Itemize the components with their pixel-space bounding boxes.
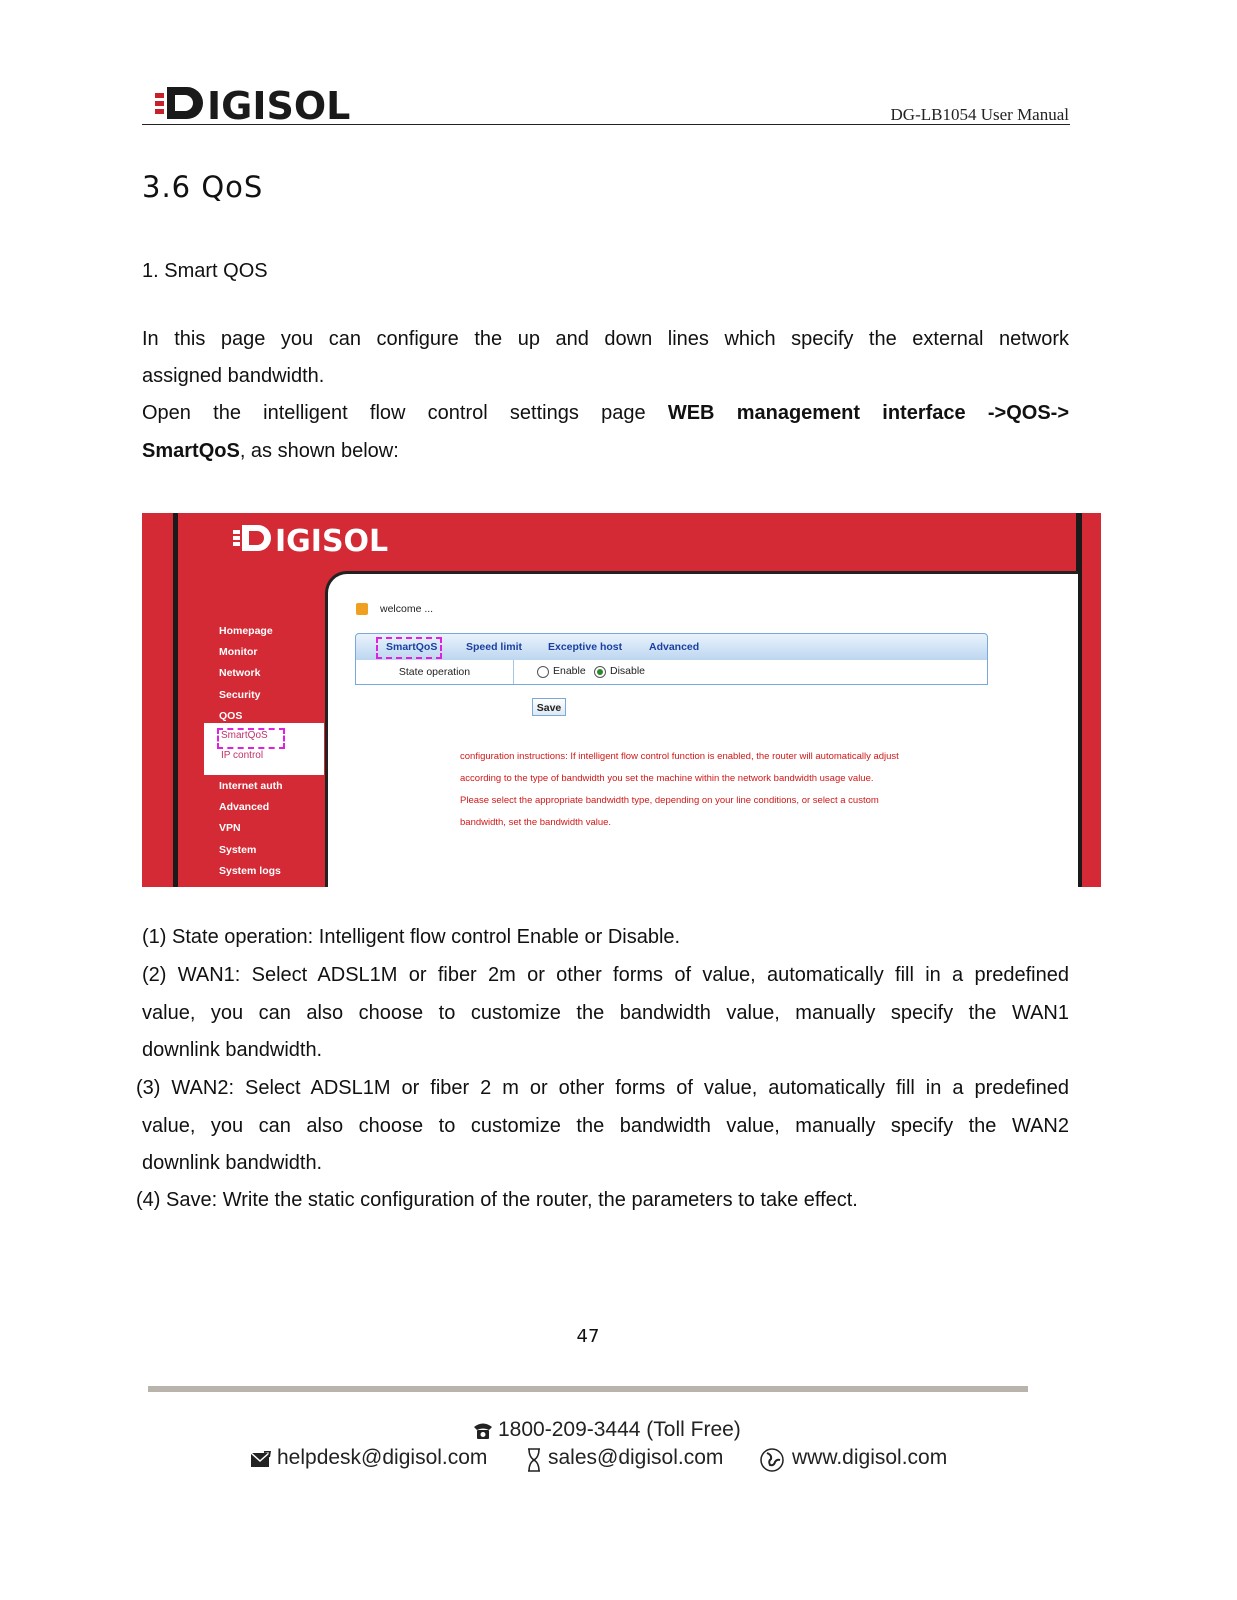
helpdesk-email[interactable]: helpdesk@digisol.com [277,1446,488,1469]
welcome-text: welcome ... [380,603,434,615]
nav-item-monitor[interactable]: Monitor [219,646,258,659]
open-line-2-bold: SmartQoS [142,440,240,462]
nav-item-homepage[interactable]: Homepage [219,625,273,637]
sidebar-nav-bottom [219,776,283,882]
instruction-line-3: Please select the appropriate bandwidth type, depending on your line conditions, or select a custom [460,795,879,806]
save-button[interactable]: Save [532,698,566,716]
svg-text:IGISOL: IGISOL [275,524,389,553]
router-logo [233,521,443,553]
item-2-line-1: (2) WAN1: Select ADSL1M or fiber 2m or other forms of value, automatically fill in a predefined [142,964,1069,986]
open-line-1 [142,395,1069,433]
tab-smartqos[interactable]: SmartQoS [386,641,438,653]
enable-label: Enable [553,665,586,677]
item-3-line-3: downlink bandwidth. [142,1152,323,1174]
hourglass-icon [526,1448,542,1472]
open-line-2-text: , as shown below: [239,440,399,462]
svg-text:IGISOL: IGISOL [207,84,351,123]
disable-label: Disable [610,665,646,677]
enable-radio[interactable] [537,666,549,678]
intro-line-2: assigned bandwidth. [142,365,325,387]
website-link[interactable]: www.digisol.com [792,1446,948,1469]
state-operation-row [355,660,988,685]
instruction-line-4: bandwidth, set the bandwidth value. [460,817,612,828]
item-1: (1) State operation: Intelligent flow control Enable or Disable. [142,926,681,948]
nav-item-qos[interactable]: QOS [219,709,243,722]
nav-item-security[interactable]: Security [219,688,261,701]
disable-radio[interactable] [594,666,606,678]
subnav-item-smartqos[interactable]: SmartQoS [221,730,268,741]
configuration-instructions [460,746,1020,834]
email-icon [250,1451,272,1469]
page-number: 47 [576,1326,600,1347]
router-ui-screenshot [142,513,1101,887]
open-line-1-text: Open the intelligent flow control settings page [142,402,668,424]
content-panel [325,571,1078,887]
globe-icon [759,1447,785,1473]
sales-email[interactable]: sales@digisol.com [548,1446,724,1469]
open-line-2 [142,433,1069,471]
section-title: 3.6 QoS [142,170,264,204]
qos-subnav [204,723,324,775]
tab-exceptive-host[interactable]: Exceptive host [548,641,623,653]
footer-divider [148,1386,1028,1392]
intro-line-1: In this page you can configure the up and down lines which specify the external network [142,328,1069,350]
speaker-icon [356,603,368,615]
tab-advanced[interactable]: Advanced [649,641,700,653]
frame-bar-left [173,513,178,887]
sidebar-nav-top [219,621,273,727]
instruction-line-2: according to the type of bandwidth you set the machine within the network bandwidth usage value. [460,773,874,784]
nav-item-network[interactable]: Network [219,667,261,680]
nav-item-vpn[interactable]: VPN [219,822,241,835]
nav-item-internet-auth[interactable]: Internet auth [219,780,283,792]
item-4: (4) Save: Write the static configuration of the router, the parameters to take effect. [136,1189,858,1211]
subsection-title: 1. Smart QOS [142,260,268,282]
subnav-item-ip-control[interactable]: IP control [221,750,264,761]
nav-item-system-logs[interactable]: System logs [219,864,281,877]
digisol-logo [155,83,400,123]
qos-tabs [355,633,988,661]
item-2-line-3: downlink bandwidth. [142,1039,323,1061]
instruction-line-1: configuration instructions: If intelligent flow control function is enabled, the router will automatically adjust [460,751,899,762]
item-2-line-2: value, you can also choose to customize the bandwidth value, manually specify the WAN1 [142,1002,1069,1024]
open-line-1-bold: WEB management interface ->QOS-> [667,402,1070,424]
manual-title: DG-LB1054 User Manual [890,105,1069,124]
nav-item-advanced[interactable]: Advanced [219,801,270,814]
state-operation-label: State operation [356,660,514,684]
tab-speed-limit[interactable]: Speed limit [466,641,523,653]
nav-item-system[interactable]: System [219,843,257,856]
toll-free-number: 1800-209-3444 (Toll Free) [498,1418,741,1441]
telephone-icon [472,1421,494,1441]
item-3-line-2: value, you can also choose to customize the bandwidth value, manually specify the WAN2 [142,1115,1069,1137]
header-divider [142,124,1070,125]
item-3-line-1: (3) WAN2: Select ADSL1M or fiber 2 m or other forms of value, automatically fill in a predefined [136,1077,1069,1099]
